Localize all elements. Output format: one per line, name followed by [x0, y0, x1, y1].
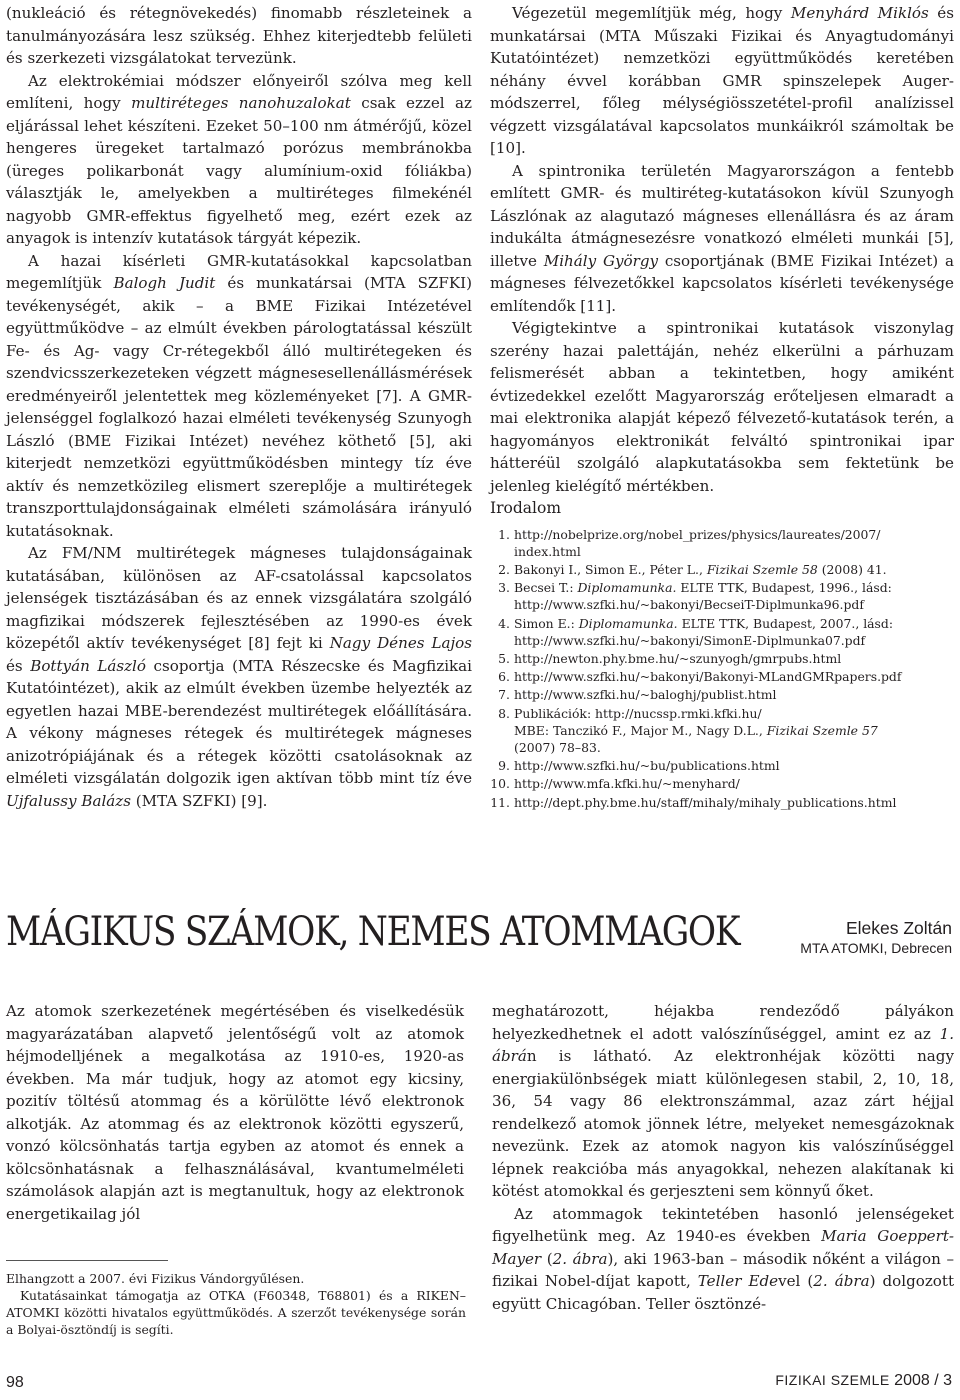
paragraph: A spintronika területén Magyarországon a fentebb említett GMR- és multiréteg-kutatásokon kívül Szunyogh Lászlónak az alagutazó mágneses ellenállásra és az áram indukálta átmágnesezésre vonatkozó elméleti munkái [5], illetve Mihály György csoportjának (BME Fizikai Intézet) a mágneses félvezetőkkel kapcsolatos kísérleti tevékenysége említendők [11]. — [490, 161, 955, 315]
reference-item: 7. http://www.szfki.hu/~baloghj/publist.html — [498, 687, 777, 703]
paragraph: Az elektrokémiai módszer előnyeiről szólva meg kell említeni, hogy multiréteges nanohuzalokat csak ezzel az eljárással lehet készíteni. Ezeket 50–100 nm átmérőjű, közel hengeres üregeket tartalmazó porózus membránokba (üreges polikarbonát vagy alumínium-oxid fóliákba) választják le, amelyekben a multiréteges filmekénél nagyobb GMR-effektus figyelhető meg, ezért ezek az anyagok is intenzív kutatások tárgyát képezik. — [6, 71, 472, 247]
reference-link[interactable]: http://nobelprize.org/nobel_prizes/physics/laureates/2007/ — [514, 526, 881, 542]
reference-item: 10. http://www.mfa.kfki.hu/~menyhard/ — [490, 776, 740, 792]
paragraph: meghatározott, héjakba rendeződő pályákon helyezkedhetnek el adott valószínűséggel, amint ez az 1. ábrán is látható. Az elektronhéjak közötti nagy energiakülönbségek miatt különlegesen stabil, 2, 10, 18, 36, 54 vagy 86 elektronszámmal, azaz zárt héjjal rendelkező atomok jönnek létre, melyeket nemesgázoknak nevezünk. Ezek az atomok nagyon kis valószínűséggel lépnek reakcióba más anyagokkal, nehezen alakítanak ki kötést atomokkal és gerjeszteni sem könnyű őket. — [492, 1002, 954, 1200]
reference-link[interactable]: http://www.szfki.hu/~bakonyi/SimonE-Diplmunka07.pdf — [514, 632, 866, 648]
paragraph: Végezetül megemlítjük még, hogy Menyhárd Miklós és munkatársai (MTA Műszaki Fizikai és Anyagtudományi Kutatóintézet) nemzetközi együttműködés keretében néhány évvel korábban GMR spinszelepek Auger-módszerrel, főleg mélységiösszetétel-profil analízissel végzett vizsgálatával kapcsolatos munkáikról számoltak be [10]. — [490, 4, 954, 157]
reference-item: 8. Publikációk: http://nucssp.rmki.kfki.hu/ MBE: Tanczikó F., Major M., Nagy D.L., Fizikai Szemle 57 (2007) 78–83. — [498, 705, 878, 755]
reference-link[interactable]: http://newton.phy.bme.hu/~szunyogh/gmrpubs.html — [514, 650, 842, 666]
lower-right-column — [492, 1000, 954, 1315]
reference-item: 9. http://www.szfki.hu/~bu/publications.html — [498, 758, 780, 774]
footnote-divider — [6, 1260, 168, 1261]
reference-link[interactable]: http://dept.phy.bme.hu/staff/mihaly/mihaly_publications.html — [514, 794, 897, 810]
lower-left-column — [6, 1000, 464, 1225]
footnote-line: Kutatásainkat támogatja az OTKA (F60348, T68801) és a RIKEN–ATOMKI közötti hivatalos együttműködés. A szerzőt tevékenysége során a Bolyai-ösztöndíj is segíti. — [6, 1288, 466, 1337]
references-heading: Irodalom — [490, 499, 562, 517]
reference-item: 1. http://nobelprize.org/nobel_prizes/physics/laureates/2007/ index.html — [498, 526, 881, 559]
paragraph: Az FM/NM multirétegek mágneses tulajdonságainak kutatásában, különösen az AF-csatolással kapcsolatos jelenségek tisztázásában és az ennek vizsgálatára szolgáló magfizikai módszerek fejlesztésében az 1990-es évek közepétől aktív tevékenységet [8] fejt ki Nagy Dénes Lajos és Bottyán László csoportja (MTA Részecske és Magfizikai Kutatóintézet), akik az elmúlt években üzembe helyezték az egyetlen hazai MBE-berendezést multirétegek előállítására. A vékony mágneses rétegek és multirétegek mágneses anizotrópiájának és a rétegek közötti csatolásoknak az elméleti vizsgálatán dolgozik igen aktívan több mint tíz éve Ujfalussy Balázs (MTA SZFKI) [9]. — [6, 544, 473, 810]
reference-link[interactable]: http://www.szfki.hu/~bakonyi/BecseiT-Diplmunka96.pdf — [514, 597, 864, 613]
reference-item: 6. http://www.szfki.hu/~bakonyi/Bakonyi-MLandGMRpapers.pdf — [498, 669, 902, 685]
references-list — [490, 526, 954, 811]
upper-right-column — [490, 2, 954, 812]
reference-item: 11. http://dept.phy.bme.hu/staff/mihaly/mihaly_publications.html — [490, 794, 897, 810]
reference-link[interactable]: http://www.szfki.hu/~bakonyi/Bakonyi-MLandGMRpapers.pdf — [514, 669, 902, 685]
reference-link[interactable]: http://www.mfa.kfki.hu/~menyhard/ — [514, 776, 740, 792]
journal-footer — [775, 1372, 952, 1390]
reference-item: 2. Bakonyi I., Simon E., Péter L., Fizikai Szemle 58 (2008) 41. — [498, 561, 887, 577]
author-block — [800, 918, 952, 957]
footnote-line: Elhangzott a 2007. évi Fizikus Vándorgyűlésen. — [6, 1271, 305, 1286]
journal-name: FIZIKAI SZEMLE — [775, 1372, 890, 1388]
article-title: MÁGIKUS SZÁMOK, NEMES ATOMMAGOK — [6, 909, 740, 955]
reference-item: 3. Becsei T.: Diplomamunka. ELTE TTK, Budapest, 1996., lásd: http://www.szfki.hu/~bakonyi/BecseiT-Diplmunka96.pdf — [490, 579, 954, 613]
reference-item: 4. Simon E.: Diplomamunka. ELTE TTK, Budapest, 2007., lásd: http://www.szfki.hu/~bakonyi/SimonE-Diplmunka07.pdf — [490, 615, 954, 649]
paragraph: Végigtekintve a spintronikai kutatások viszonylag szerény hazai palettáján, nehéz elkerülni a párhuzam felismerését abban a tekintetben, hogy amiként évtizedekkel ezelőtt Magyarország erőteljesen elmaradt a mai elektronika alapját képező félvezető-kutatások terén, a hagyományos elektronikát felváltó spintronikai ipar hátteréül szolgáló alapkutatásokba sem fektetünk be jelenleg kielégítő mértékben. — [490, 319, 954, 495]
upper-left-column — [6, 2, 472, 812]
reference-item: 5. http://newton.phy.bme.hu/~szunyogh/gmrpubs.html — [498, 650, 842, 666]
paragraph: Az atomok szerkezetének megértésében és viselkedésük magyarázatában alapvető jelentőségű volt az atomok héjmodelljének a megalkotása az 1910-es, 1920-as években. Ma már tudjuk, hogy az atomot egy kicsiny, pozitív töltésű atommag és a körülötte lévő elektronok alkotják. Az atommag és az elektronok közötti egyszerű, vonzó kölcsönhatás tartja egyben az atomot és ennek a kölcsönhatásnak a felhasználásával, kvantumelméleti számolások alapján azt is megtanultuk, hogy az elektronok energetikailag jól — [6, 1002, 464, 1223]
author-name: Elekes Zoltán — [845, 918, 952, 938]
reference-link[interactable]: http://www.szfki.hu/~baloghj/publist.html — [514, 687, 777, 703]
paragraph: A hazai kísérleti GMR-kutatásokkal kapcsolatban megemlítjük Balogh Judit és munkatársai (MTA SZFKI) tevékenységét, akik – a BME Fizikai Intézetével együttműködve – az elmúlt években párologtatással készült Fe- és Ag- vagy Cr-rétegekből álló multirétegeken és szendvicsszerkezeteken végzett mágnesesellenállásmérések eredményeiről jelentettek meg közleményeket [7]. A GMR-jelenséggel foglalkozó hazai elméleti tevékenység Szunyogh László (BME Fizikai Intézet) nevéhez köthető [5], aki kiterjedt nemzetközi együttműködésben mintegy tíz éve aktív és nemzetközileg elismert szereplője a multirétegek transzporttulajdonságainak elméleti számolására irányuló kutatásoknak. — [6, 251, 473, 540]
reference-link[interactable]: http://www.szfki.hu/~bu/publications.html — [514, 758, 780, 774]
footnote — [6, 1270, 466, 1338]
paragraph: Az atommagok tekintetében hasonló jelenségeket figyelhetünk meg. Az 1940-es években Maria Goeppert-Mayer (2. ábra), aki 1963-ban – második nőként a világon – fizikai Nobel-díjat kapott, Teller Edevel (2. ábra) dolgozott együtt Chicagóban. Teller ösztönzé- — [492, 1204, 955, 1313]
paragraph: (nukleáció és rétegnövekedés) finomabb részleteinek a tanulmányozására lesz szükség. Ehhez kiterjedtebb felületi és szerkezeti vizsgálatokat tervezünk. — [6, 4, 472, 67]
journal-issue: 2008 / 3 — [894, 1372, 952, 1389]
author-affiliation: MTA ATOMKI, Debrecen — [800, 940, 952, 956]
page-number: 98 — [6, 1374, 24, 1391]
